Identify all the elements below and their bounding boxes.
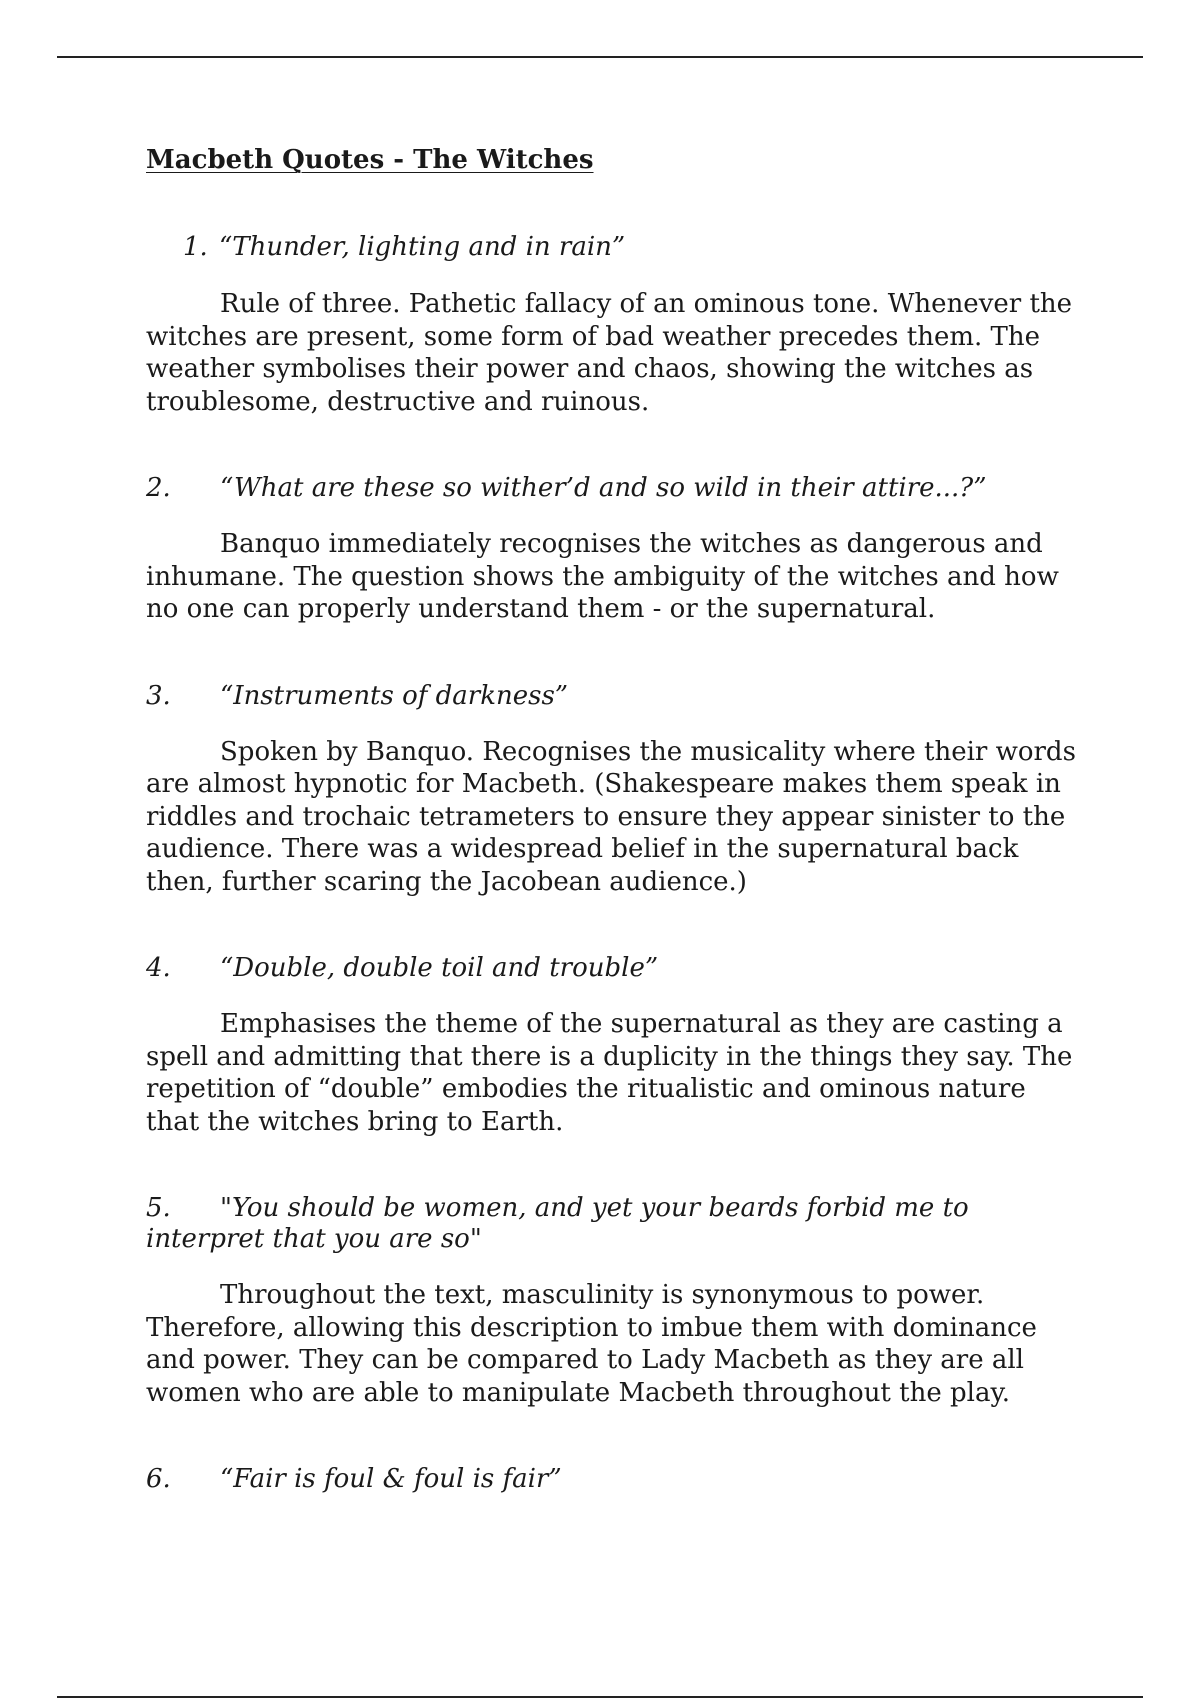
footer-rule (57, 1696, 1143, 1698)
quote-number: 3. (146, 680, 171, 711)
quote-text: “Fair is foul & foul is fair” (220, 1464, 562, 1494)
quote-number: 5. (146, 1193, 171, 1223)
document-title: Macbeth Quotes - The Witches (146, 145, 594, 175)
quote-item-1 (146, 232, 1076, 418)
quote-explanation-4: Emphasises the theme of the supernatural as they are casting a spell and admitting that there is a duplicity in the things they say. The repetition of “double” embodies the ritualistic and ominous nature that the witches bring to Earth. (146, 1009, 1073, 1137)
quote-text: “Thunder, lighting and in rain” (219, 232, 626, 262)
quote-explanation-3: Spoken by Banquo. Recognises the musicality where their words are almost hypnotic for Macbeth. (Shakespeare makes them speak in riddles and trochaic tetrameters to ensure they appear sinister to the audience. There was a widespread belief in the supernatural back then, further scaring the Jacobean audience.) (146, 736, 1076, 897)
quote-heading-5 (146, 1193, 1076, 1255)
quote-item-6 (146, 1464, 1076, 1495)
quote-number: 4. (146, 953, 171, 983)
quote-explanation-2: Banquo immediately recognises the witches as dangerous and inhumane. The question shows the ambiguity of the witches and how no one can properly understand them - or the supernatural. (146, 529, 1059, 624)
quote-heading-3 (146, 681, 1076, 712)
quote-heading-2 (146, 473, 1076, 504)
quote-number: 2. (146, 473, 171, 503)
quote-item-4 (146, 953, 1076, 1138)
quote-heading-6 (146, 1464, 1076, 1495)
quote-heading-4 (146, 953, 1076, 984)
quote-item-2 (146, 473, 1076, 626)
quote-text: “Instruments of darkness” (220, 680, 569, 711)
quote-item-3 (146, 681, 1076, 899)
quote-text: “What are these so wither’d and so wild in their attire...?” (220, 473, 987, 503)
quote-heading-1 (146, 232, 1076, 263)
quote-number: 6. (146, 1464, 171, 1494)
quote-number: 1. (183, 232, 208, 262)
quote-item-5 (146, 1193, 1076, 1409)
quote-text: “Double, double toil and trouble” (220, 953, 659, 983)
document-body (146, 142, 1076, 1495)
quote-explanation-1: Rule of three. Pathetic fallacy of an ominous tone. Whenever the witches are present, some form of bad weather precedes them. The weather symbolises their power and chaos, showing the witches as troublesome, destructive and ruinous. (146, 289, 1073, 417)
quote-text: "You should be women, and yet your beards forbid me to interpret that you are so" (146, 1193, 969, 1254)
quote-explanation-5: Throughout the text, masculinity is synonymous to power. Therefore, allowing this description to imbue them with dominance and power. They can be compared to Lady Macbeth as they are all women who are able to manipulate Macbeth throughout the play. (146, 1280, 1037, 1408)
header-rule (57, 56, 1143, 58)
